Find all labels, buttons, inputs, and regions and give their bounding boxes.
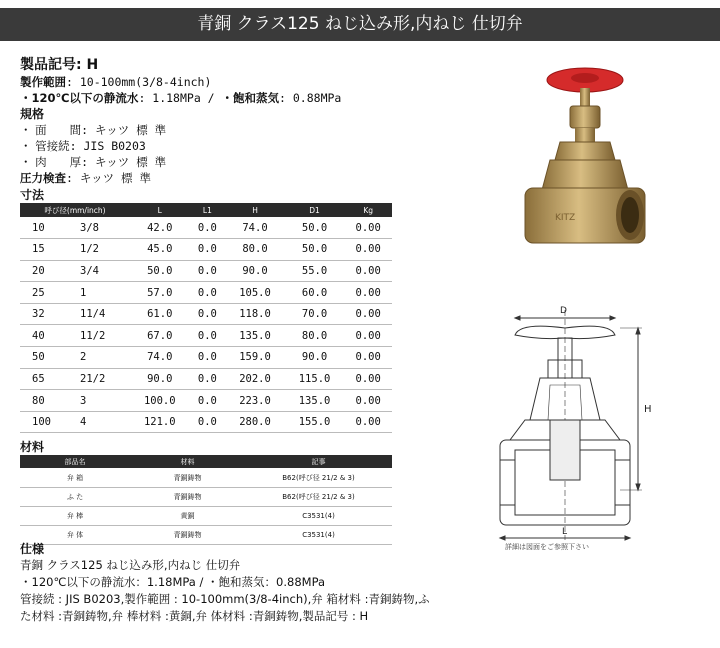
page-title: 青銅 クラス125 ねじ込み形,内ねじ 仕切弁 [0,8,720,41]
dim-cell: 0.00 [344,282,392,304]
dim-size-inch: 4 [80,416,87,429]
range-label: 製作範囲 [20,75,66,89]
dim-cell: 0.00 [344,347,392,369]
standard-row [20,122,392,138]
pressure-test-label: 圧力検査 [20,171,66,185]
arrow-right-icon [610,316,615,320]
dim-cell: 60.0 [285,282,345,304]
dim-cell: 0.00 [344,325,392,347]
diagram-label-h: H [644,404,652,415]
dim-size-inch: 1/2 [80,243,99,256]
dim-cell: 202.0 [225,368,285,390]
dim-cell: 0.00 [344,217,392,239]
range-value: : 10-100mm(3/8-4inch) [66,75,212,89]
dim-cell: 80.0 [225,239,285,261]
dim-size-inch: 3 [80,394,87,407]
dim-cell: 0.00 [344,411,392,433]
dim-cell: 121.0 [130,411,190,433]
dim-size-mm: 32 [32,308,45,321]
table-row [20,411,392,433]
dim-size-inch: 11/2 [80,329,106,342]
dim-cell: 0.0 [190,260,226,282]
diagram-note: 詳細は図面をご参照下さい [505,543,589,551]
pressure-value-water: : 1.18MPa / [138,91,222,105]
dim-cell-size [20,347,130,369]
dim-cell: 0.00 [344,390,392,412]
dim-cell: 90.0 [225,260,285,282]
dim-cell: 0.0 [190,368,226,390]
dim-header-h: H [225,203,285,217]
dim-cell: 57.0 [130,282,190,304]
dim-cell: 0.0 [190,347,226,369]
table-row [20,303,392,325]
dim-size-mm: 15 [32,243,45,256]
dim-cell: 0.0 [190,217,226,239]
dim-cell: 70.0 [285,303,345,325]
dim-cell-size [20,411,130,433]
dim-cell-size [20,260,130,282]
dim-cell: 0.0 [190,411,226,433]
table-row [20,487,392,506]
table-row [20,239,392,261]
standard-row [20,154,392,170]
dim-size-inch: 21/2 [80,372,106,385]
mat-header-part: 部品名 [20,455,130,468]
dim-cell: 135.0 [285,390,345,412]
dim-cell: 223.0 [225,390,285,412]
standard-row [20,138,392,154]
standard-value: : キッツ 標 準 [81,155,167,169]
pressure-test-value: : キッツ 標 準 [66,171,151,185]
dimension-header-row [20,203,392,217]
pressure-label-water: ・120℃以下の静流水 [20,91,139,105]
mat-cell: ふ た [20,487,130,506]
spec-line: 管接続 : JIS B0203,製作範囲 : 10-100mm(3/8-4inch),弁 箱材料 :青銅鋳物,ふ た材料 :青銅鋳物,弁 棒材料 :黄銅,弁 体材料 :青銅鋳物,製品記号 : H [20,592,430,623]
spec-line: 青銅 クラス125 ねじ込み形,内ねじ 仕切弁 [20,558,241,572]
diagram-label-l: L [562,527,568,537]
table-row [20,260,392,282]
mat-cell: C3531(4) [245,525,392,544]
mat-cell: C3531(4) [245,506,392,525]
dim-cell: 45.0 [130,239,190,261]
standard-heading: 規格 [20,107,45,121]
dim-cell: 115.0 [285,368,345,390]
mat-cell: 黄銅 [130,506,245,525]
dim-cell: 155.0 [285,411,345,433]
dim-cell: 74.0 [225,217,285,239]
dim-cell: 90.0 [285,347,345,369]
dim-size-inch: 3/8 [80,221,99,234]
dim-size-mm: 80 [32,394,45,407]
product-info [20,56,392,545]
dim-cell-size [20,217,130,239]
table-row [20,325,392,347]
dim-cell: 0.00 [344,260,392,282]
table-row [20,506,392,525]
table-row [20,468,392,487]
table-row [20,217,392,239]
dim-cell: 74.0 [130,347,190,369]
mat-cell: 弁 体 [20,525,130,544]
mat-cell: 青銅鋳物 [130,487,245,506]
dimension-table [20,203,392,433]
dim-cell-size [20,325,130,347]
dim-header-l1: L1 [190,203,226,217]
photo-brand-mark: KITZ [555,213,576,223]
table-row [20,368,392,390]
dim-cell: 55.0 [285,260,345,282]
dim-cell: 0.0 [190,390,226,412]
dim-cell: 80.0 [285,325,345,347]
dim-size-mm: 65 [32,372,45,385]
dim-cell-size [20,239,130,261]
dim-cell: 42.0 [130,217,190,239]
table-row [20,390,392,412]
mat-cell: 青銅鋳物 [130,525,245,544]
dim-cell: 50.0 [130,260,190,282]
mat-cell: B62(呼び径 21/2 & 3) [245,468,392,487]
spec-line: ・120℃以下の静流水：1.18MPa / ・飽和蒸気：0.88MPa [20,575,326,589]
standard-value: : キッツ 標 準 [81,123,167,137]
dim-header-l: L [130,203,190,217]
spec-section [20,541,430,623]
table-row [20,347,392,369]
dim-size-mm: 20 [32,264,45,277]
dim-cell: 61.0 [130,303,190,325]
dim-size-mm: 100 [32,416,51,429]
dim-cell: 0.0 [190,303,226,325]
standard-label: ・ 面 間 [20,123,82,137]
pressure-value-steam: : 0.88MPa [279,91,342,105]
dim-size-inch: 1 [80,286,87,299]
valve-diagram [470,300,670,550]
dim-cell: 50.0 [285,217,345,239]
mat-header-note: 記事 [245,455,392,468]
dim-cell: 0.00 [344,368,392,390]
material-table [20,455,392,545]
dim-size-inch: 2 [80,351,87,364]
dim-cell: 105.0 [225,282,285,304]
standard-label: ・ 管接続 [20,139,70,153]
table-row [20,282,392,304]
dim-cell: 135.0 [225,325,285,347]
standard-value: : JIS B0203 [69,139,146,153]
pressure-test-line [20,170,392,186]
dim-size-mm: 25 [32,286,45,299]
mat-header-material: 材料 [130,455,245,468]
dim-cell: 0.0 [190,239,226,261]
pressure-label-steam: ・飽和蒸気 [221,91,280,105]
dim-cell: 0.00 [344,239,392,261]
diagram-label-d: D [560,306,567,316]
dim-cell: 100.0 [130,390,190,412]
mat-cell: 青銅鋳物 [130,468,245,487]
dim-cell: 67.0 [130,325,190,347]
mat-cell: 弁 箱 [20,468,130,487]
standard-label: ・ 肉 厚 [20,155,82,169]
dim-cell-size [20,282,130,304]
mat-cell: 弁 棒 [20,506,130,525]
dim-header-kg: Kg [344,203,392,217]
dim-cell-size [20,303,130,325]
dim-cell-size [20,368,130,390]
dim-size-mm: 10 [32,221,45,234]
dim-size-inch: 3/4 [80,264,99,277]
dim-cell: 280.0 [225,411,285,433]
dimension-heading: 寸法 [20,188,45,202]
arrow-left-icon [515,316,520,320]
spec-heading: 仕様 [20,542,45,556]
dim-header-d1: D1 [285,203,345,217]
dim-cell: 159.0 [225,347,285,369]
dim-cell: 0.0 [190,282,226,304]
dim-cell: 90.0 [130,368,190,390]
dim-cell: 118.0 [225,303,285,325]
dim-size-inch: 11/4 [80,308,106,321]
valve-photo [520,60,650,255]
dim-size-mm: 50 [32,351,45,364]
dim-size-mm: 40 [32,329,45,342]
range-line [20,74,392,90]
material-header-row [20,455,392,468]
dim-cell: 0.00 [344,303,392,325]
material-heading: 材料 [20,440,45,455]
dim-cell: 0.0 [190,325,226,347]
product-model: 製品記号: H [20,57,99,73]
dim-header-size: 呼び径(mm/inch) [20,203,130,217]
pressure-line [20,90,392,106]
dim-cell: 50.0 [285,239,345,261]
dim-cell-size [20,390,130,412]
mat-cell: B62(呼び径 21/2 & 3) [245,487,392,506]
